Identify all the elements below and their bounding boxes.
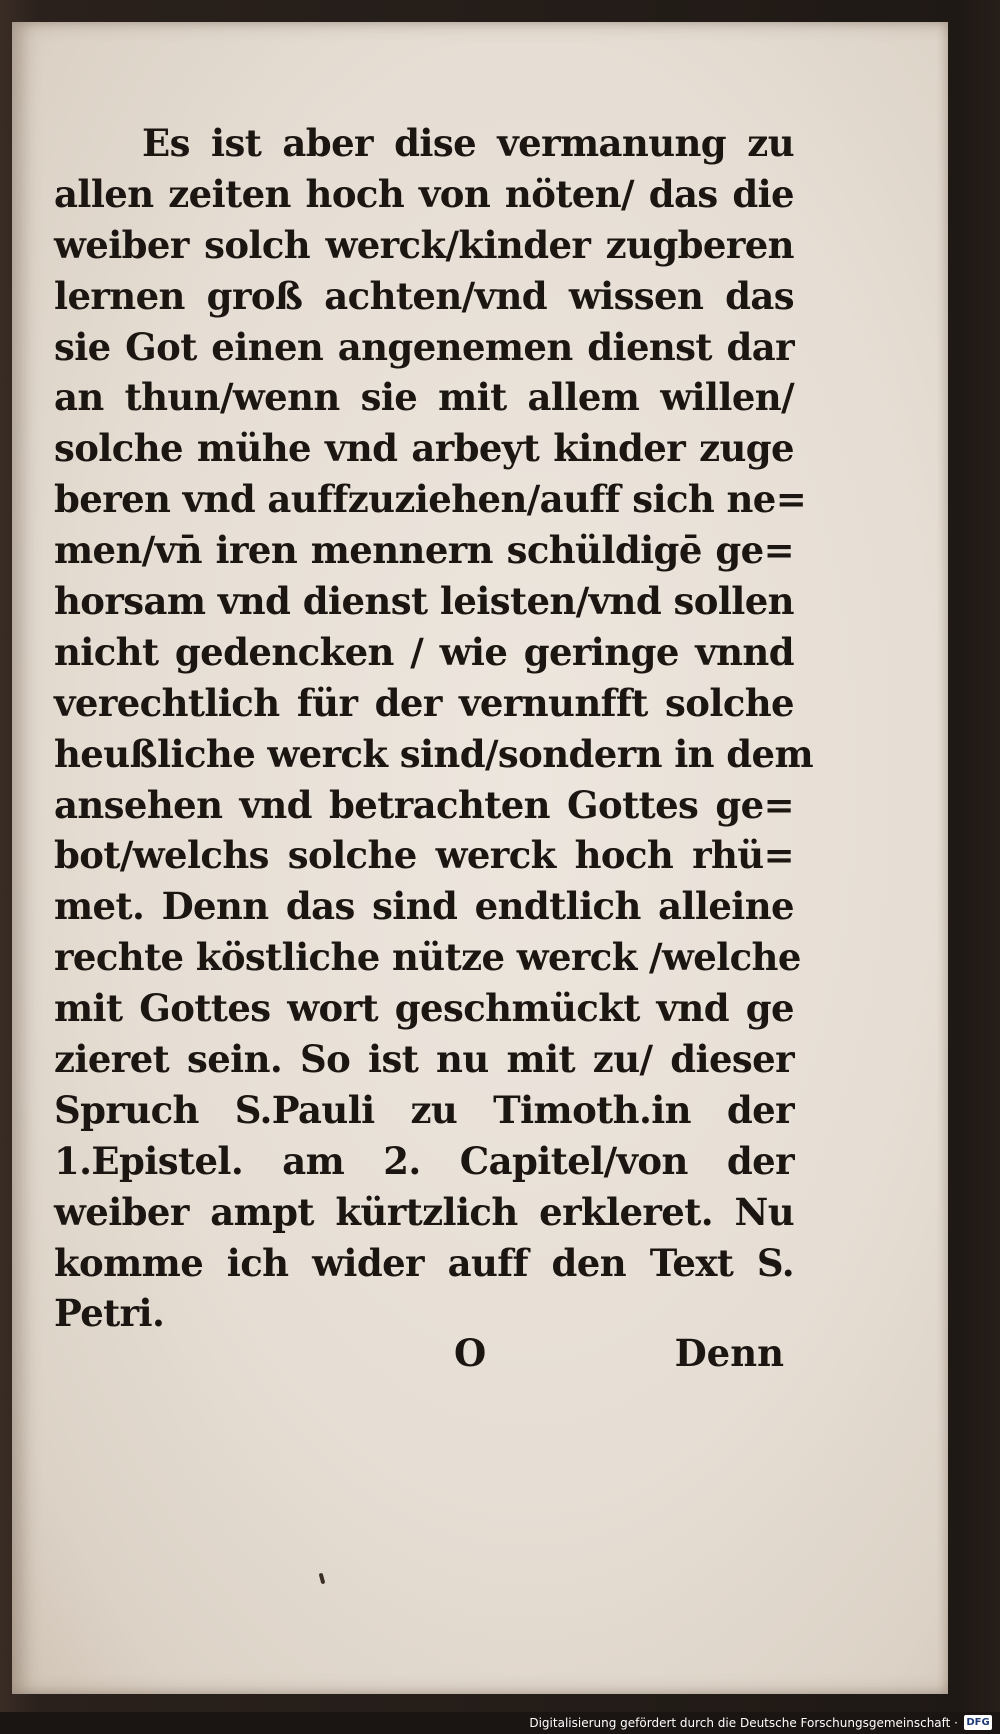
book-page: [12, 22, 948, 1694]
text-line: ansehen vnd betrachten Gottes ge=: [54, 782, 794, 827]
text-line: weiber ampt kürtzlich erkleret. Nu: [54, 1189, 794, 1234]
text-line: horsam vnd dienst leisten/vnd sollen: [54, 579, 794, 624]
text-line: beren vnd auffzuziehen/auff sich ne=: [54, 477, 807, 522]
text-line: rechte köstliche nütze werck /welche: [54, 935, 801, 980]
text-line: lernen groß achten/vnd wissen das: [54, 273, 794, 318]
text-line: sie Got einen angenemen dienst dar: [54, 324, 794, 369]
text-line: men/vn̄ iren mennern schüldigē ge=: [54, 528, 794, 573]
text-line: Es ist aber dise vermanung zu: [142, 121, 794, 165]
text-line: nicht gedencken / wie geringe vnnd: [54, 629, 794, 674]
text-line: allen zeiten hoch von nöten/ das die: [54, 171, 794, 216]
text-line: solche mühe vnd arbeyt kinder zuge: [54, 426, 794, 471]
text-line: bot/welchs solche werck hoch rhü=: [54, 833, 794, 878]
page-text: [54, 118, 814, 1339]
text-line: met. Denn das sind endtlich alleine: [54, 884, 794, 929]
dfg-logo: DFG: [964, 1715, 992, 1730]
text-line: Spruch S.Pauli zu Timoth.in der: [54, 1087, 794, 1132]
text-line: weiber solch werck/kinder zugberen: [54, 222, 794, 267]
text-line: verechtlich für der vernunfft solche: [54, 680, 794, 725]
text-line: Petri.: [54, 1291, 165, 1336]
text-line: 1.Epistel. am 2. Capitel/von der: [54, 1138, 794, 1183]
catchword: Denn: [674, 1331, 784, 1375]
text-line: mit Gottes wort geschmückt vnd ge: [54, 986, 794, 1031]
signature-mark: O: [454, 1331, 487, 1375]
text-line: heußliche werck sind/sondern in dem: [54, 731, 814, 776]
page-footer: [54, 1325, 794, 1381]
text-line: komme ich wider auff den Text S.: [54, 1240, 794, 1285]
text-line: zieret sein. So ist nu mit zu/ dieser: [54, 1037, 794, 1082]
text-line: an thun/wenn sie mit allem willen/: [54, 375, 794, 420]
credit-text: Digitalisierung gefördert durch die Deutsche Forschungsgemeinschaft ·: [529, 1716, 958, 1730]
